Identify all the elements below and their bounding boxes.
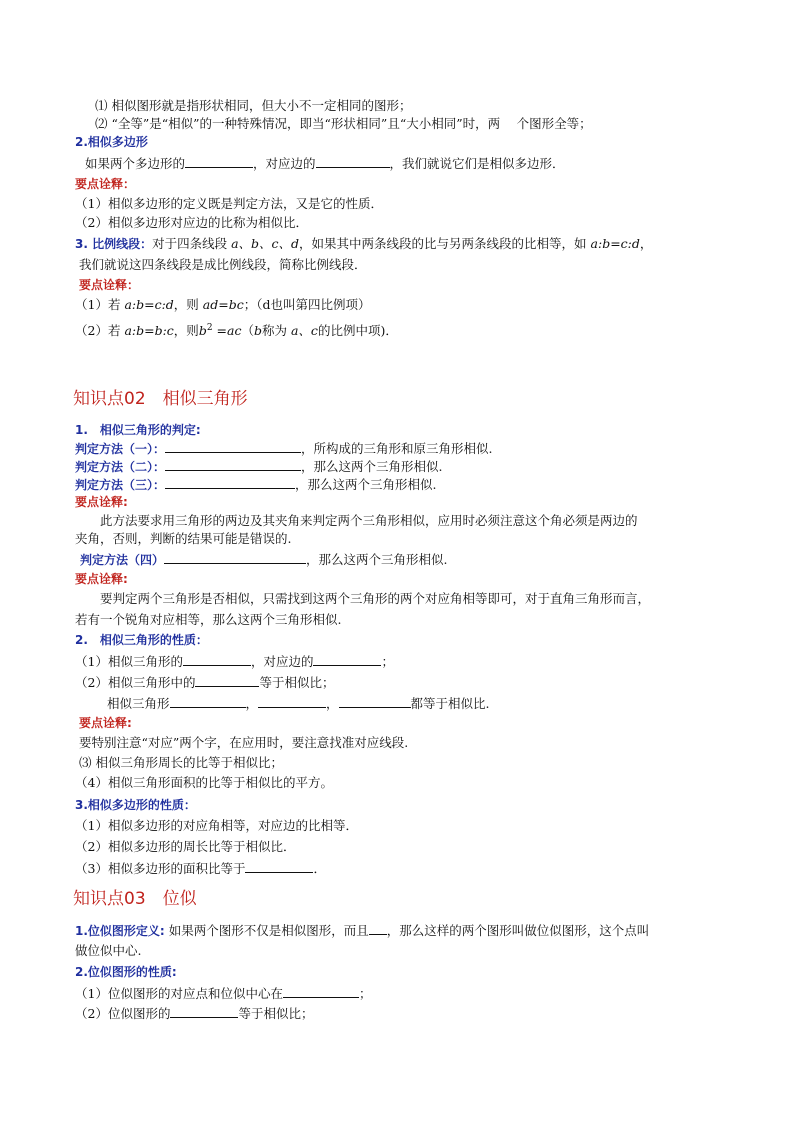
fill-blank[interactable] xyxy=(283,985,359,998)
fill-blank[interactable] xyxy=(313,653,381,666)
key-point-label: 要点诠释： xyxy=(79,278,140,292)
fill-blank[interactable] xyxy=(185,155,253,168)
key-point-label: 要点诠释： xyxy=(75,177,136,191)
definition-line: 如果两个多边形的 ，对应边的 ，我们就说它们是相似多边形． xyxy=(85,156,565,171)
fill-blank[interactable] xyxy=(165,440,301,453)
note-item: （2）若 a:b=b:c，则$b^2 =ac(b$称为 a、c的比例中项)． xyxy=(75,323,398,339)
key-point-label: 要点诠释: xyxy=(75,572,128,586)
key-point-label: 要点诠释: xyxy=(75,495,128,509)
fill-blank[interactable] xyxy=(165,458,301,471)
property-line: （1）相似三角形的 ，对应边的 ； xyxy=(75,654,394,669)
note-item: ⑶ 相似三角形周长的比等于相似比； xyxy=(79,755,283,770)
note-line-1: ⑴ 相似图形就是指形状相同，但大小不一定相同的图形； xyxy=(95,98,412,113)
property-line: （2）位似图形的 等于相似比； xyxy=(75,1006,314,1021)
note-item: （1）相似多边形的定义既是判定方法，又是它的性质． xyxy=(75,196,383,211)
note-item: （2）相似多边形对应边的比称为相似比． xyxy=(75,215,308,230)
criterion-line: 判定方法（三）： ，那么这两个三角形相似. xyxy=(75,477,437,492)
fill-blank[interactable] xyxy=(170,695,246,708)
subsection-title: 2. 相似三角形的性质： xyxy=(75,633,208,647)
section-heading: 知识点02 相似三角形 xyxy=(73,389,248,409)
property-line: （1）位似图形的对应点和位似中心在 ； xyxy=(75,986,372,1001)
section-heading: 知识点03 位似 xyxy=(73,889,197,909)
key-point-label: 要点诠释: xyxy=(79,716,132,730)
fill-blank[interactable] xyxy=(369,922,387,935)
proportional-segments-cont: 我们就说这四条线段是成比例线段，简称比例线段． xyxy=(79,257,367,272)
fill-blank[interactable] xyxy=(195,674,259,687)
fill-blank[interactable] xyxy=(164,551,306,564)
note-item: （4）相似三角形面积的比等于相似比的平方。 xyxy=(75,775,333,790)
criterion-line: 判定方法（二）： ，那么这两个三角形相似. xyxy=(75,459,443,474)
note-line-2: ⑵ “全等”是“相似”的一种特殊情况，即当“形状相同”且“大小相同”时，两 个图形全等； xyxy=(95,116,592,131)
subsection-title: 2.位似图形的性质: xyxy=(75,965,177,979)
property-line: （2）相似三角形中的 等于相似比； xyxy=(75,675,335,690)
fill-blank[interactable] xyxy=(316,155,390,168)
paragraph-line: 夹角，否则，判断的结果可能是错误的. xyxy=(75,531,292,546)
paragraph-line: 要判定两个三角形是否相似，只需找到这两个三角形的两个对应角相等即可，对于直角三角形而言， xyxy=(100,591,651,606)
property-line: （1）相似多边形的对应角相等，对应边的比相等． xyxy=(75,818,358,833)
definition-line: 做位似中心. xyxy=(75,943,142,958)
fill-blank[interactable] xyxy=(245,860,313,873)
property-line: 相似三角形 ， ， 都等于相似比. xyxy=(107,696,490,711)
fill-blank[interactable] xyxy=(170,1005,238,1018)
property-line: （2）相似多边形的周长比等于相似比． xyxy=(75,839,296,854)
proportional-segments-line: 3. 比例线段：对于四条线段 a、b、c、d，如果其中两条线段的比与另两条线段的比相等，如 a:b=c:d， xyxy=(75,236,653,251)
paragraph-line: 此方法要求用三角形的两边及其夹角来判定两个三角形相似，应用时必须注意这个角必须是两边的 xyxy=(100,513,638,528)
property-line: （3）相似多边形的面积比等于 ． xyxy=(75,861,326,876)
fill-blank[interactable] xyxy=(258,695,326,708)
criterion-line: 判定方法（一）： ，所构成的三角形和原三角形相似. xyxy=(75,441,493,456)
subsection-title: 1. 相似三角形的判定: xyxy=(75,423,201,437)
section-title: 2.相似多边形 xyxy=(75,135,148,149)
definition-line: 1.位似图形定义: 如果两个图形不仅是相似图形，而且 ，那么这样的两个图形叫做位似图形，这个点叫 xyxy=(75,923,650,938)
paragraph-line: 若有一个锐角对应相等，那么这两个三角形相似. xyxy=(75,612,342,627)
fill-blank[interactable] xyxy=(339,695,411,708)
fill-blank[interactable] xyxy=(165,476,295,489)
note-item: （1）若 a:b=c:d，则 ad=bc；（d也叫第四比例项） xyxy=(75,297,371,312)
criterion-line: 判定方法（四） ，那么这两个三角形相似. xyxy=(80,552,448,567)
subsection-title: 3.相似多边形的性质： xyxy=(75,798,196,812)
fill-blank[interactable] xyxy=(183,653,251,666)
note-item: 要特别注意“对应”两个字，在应用时，要注意找准对应线段. xyxy=(79,735,409,750)
